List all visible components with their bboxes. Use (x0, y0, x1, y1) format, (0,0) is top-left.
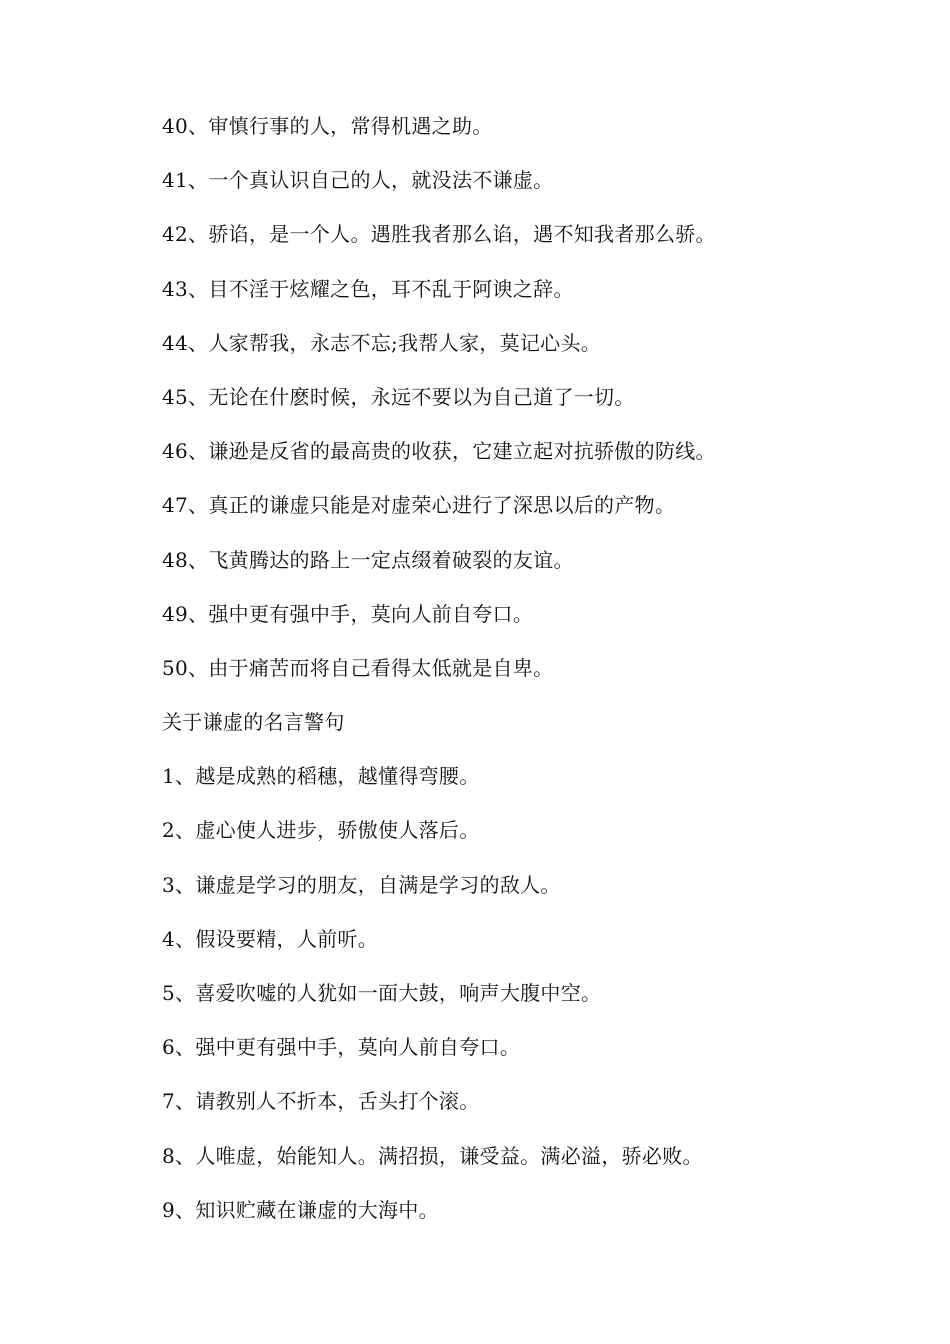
quote-line: 46、谦逊是反省的最高贵的收获，它建立起对抗骄傲的防线。 (162, 439, 716, 464)
quote-line: 40、审慎行事的人，常得机遇之助。 (162, 114, 493, 138)
quote-line: 41、一个真认识自己的人，就没法不谦虚。 (162, 168, 554, 193)
quote-line: 5、喜爱吹嘘的人犹如一面大鼓，响声大腹中空。 (162, 981, 602, 1005)
quote-line: 3、谦虚是学习的朋友，自满是学习的敌人。 (162, 872, 561, 897)
quote-line: 44、人家帮我，永志不忘;我帮人家，莫记心头。 (162, 330, 602, 355)
quote-line: 1、越是成熟的稻穗，越懂得弯腰。 (162, 764, 480, 789)
quote-line: 45、无论在什麽时候，永远不要以为自己道了一切。 (162, 384, 635, 409)
document-body (162, 113, 902, 1251)
quote-line: 4、假设要精，人前听。 (162, 926, 379, 951)
quote-line: 50、由于痛苦而将自己看得太低就是自卑。 (162, 655, 554, 680)
quote-line: 43、目不淫于炫耀之色，耳不乱于阿谀之辞。 (162, 276, 574, 301)
quote-line: 7、请教别人不折本，舌头打个滚。 (162, 1089, 480, 1114)
quote-line: 2、虚心使人进步，骄傲使人落后。 (162, 818, 480, 843)
quote-line: 6、强中更有强中手，莫向人前自夸口。 (162, 1035, 521, 1060)
quote-line: 49、强中更有强中手，莫向人前自夸口。 (162, 601, 534, 626)
quote-line: 48、飞黄腾达的路上一定点缀着破裂的友谊。 (162, 547, 574, 572)
quote-line: 47、真正的谦虚只能是对虚荣心进行了深思以后的产物。 (162, 493, 676, 518)
section-heading: 关于谦虚的名言警句 (162, 710, 345, 735)
quote-line: 8、人唯虚，始能知人。满招损，谦受益。满必溢，骄必败。 (162, 1143, 703, 1168)
quote-line: 42、骄谄，是一个人。遇胜我者那么谄，遇不知我者那么骄。 (162, 222, 716, 247)
quote-line: 9、知识贮藏在谦虚的大海中。 (162, 1197, 439, 1222)
